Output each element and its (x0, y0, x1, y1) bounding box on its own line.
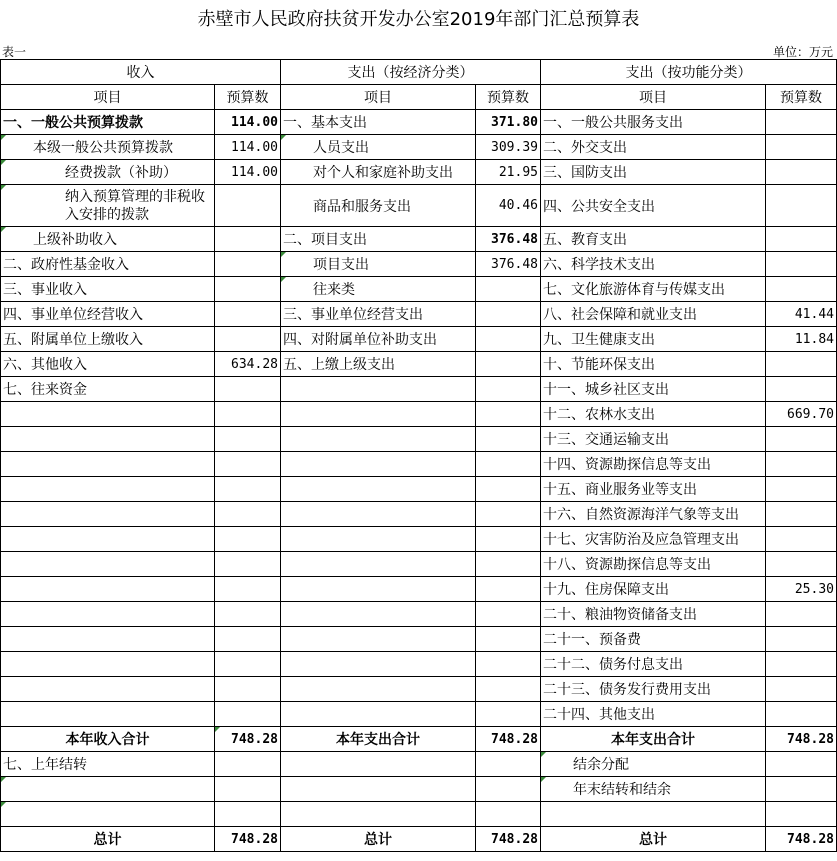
income-amount (215, 527, 281, 552)
econ-expense-amount (476, 677, 541, 702)
empty-cell (215, 802, 281, 827)
table-row (1, 427, 837, 452)
column-header-item: 项目 (541, 85, 766, 110)
income-item: 六、其他收入 (1, 352, 215, 377)
func-expense-amount (766, 777, 837, 802)
econ-expense-item: 三、事业单位经营支出 (281, 302, 476, 327)
func-expense-amount (766, 627, 837, 652)
econ-expense-amount (476, 627, 541, 652)
econ-expense-item (281, 577, 476, 602)
econ-subtotal-label: 本年支出合计 (281, 727, 476, 752)
income-item: 二、政府性基金收入 (1, 252, 215, 277)
func-expense-amount (766, 135, 837, 160)
income-amount (215, 477, 281, 502)
func-subtotal-amount: 748.28 (766, 727, 837, 752)
econ-expense-amount (476, 527, 541, 552)
econ-expense-amount (476, 402, 541, 427)
table-row (1, 227, 837, 252)
budget-table (0, 59, 837, 852)
table-row (1, 777, 837, 802)
income-amount (215, 327, 281, 352)
func-expense-amount (766, 452, 837, 477)
func-expense-amount (766, 160, 837, 185)
empty-cell (541, 802, 766, 827)
income-amount: 114.00 (215, 160, 281, 185)
income-amount (215, 702, 281, 727)
func-expense-item: 九、卫生健康支出 (541, 327, 766, 352)
func-expense-item: 七、文化旅游体育与传媒支出 (541, 277, 766, 302)
table-row (1, 110, 837, 135)
econ-expense-item: 二、项目支出 (281, 227, 476, 252)
econ-total-amount: 748.28 (476, 827, 541, 852)
table-row (1, 627, 837, 652)
header-row-sections (1, 60, 837, 85)
income-amount (215, 502, 281, 527)
table-row (1, 652, 837, 677)
func-expense-item: 十、节能环保支出 (541, 352, 766, 377)
func-expense-amount (766, 252, 837, 277)
func-expense-amount: 41.44 (766, 302, 837, 327)
income-amount (215, 377, 281, 402)
income-item (1, 702, 215, 727)
econ-expense-amount: 309.39 (476, 135, 541, 160)
econ-expense-amount (476, 752, 541, 777)
table-row (1, 752, 837, 777)
econ-expense-item (281, 377, 476, 402)
func-expense-item: 十九、住房保障支出 (541, 577, 766, 602)
table-row (1, 377, 837, 402)
func-expense-amount (766, 377, 837, 402)
func-expense-item: 结余分配 (541, 752, 766, 777)
income-item: 上级补助收入 (1, 227, 215, 252)
table-row (1, 352, 837, 377)
income-amount (215, 252, 281, 277)
table-row (1, 135, 837, 160)
income-amount (215, 652, 281, 677)
func-expense-item: 十六、自然资源海洋气象等支出 (541, 502, 766, 527)
econ-expense-amount (476, 502, 541, 527)
econ-section-header: 支出（按经济分类） (281, 60, 541, 85)
econ-expense-amount (476, 377, 541, 402)
func-expense-item: 二十三、债务发行费用支出 (541, 677, 766, 702)
econ-expense-amount (476, 552, 541, 577)
table-row (1, 677, 837, 702)
table-number: 表一 (2, 45, 27, 59)
income-amount (215, 227, 281, 252)
func-expense-item: 四、公共安全支出 (541, 185, 766, 227)
econ-expense-amount (476, 777, 541, 802)
func-expense-amount (766, 352, 837, 377)
econ-expense-item (281, 452, 476, 477)
income-item: 本级一般公共预算拨款 (1, 135, 215, 160)
econ-expense-item (281, 527, 476, 552)
func-expense-amount (766, 227, 837, 252)
econ-total-label: 总计 (281, 827, 476, 852)
func-expense-item: 十一、城乡社区支出 (541, 377, 766, 402)
econ-expense-item: 一、基本支出 (281, 110, 476, 135)
income-amount (215, 602, 281, 627)
income-amount (215, 777, 281, 802)
func-expense-item: 二、外交支出 (541, 135, 766, 160)
econ-expense-item (281, 502, 476, 527)
func-expense-item: 十八、资源勘探信息等支出 (541, 552, 766, 577)
econ-expense-item (281, 677, 476, 702)
income-subtotal-amount: 748.28 (215, 727, 281, 752)
income-amount (215, 302, 281, 327)
table-row (1, 527, 837, 552)
func-expense-item: 年末结转和结余 (541, 777, 766, 802)
column-header-amount: 预算数 (766, 85, 837, 110)
income-item (1, 502, 215, 527)
func-expense-item: 六、科学技术支出 (541, 252, 766, 277)
func-expense-item: 十七、灾害防治及应急管理支出 (541, 527, 766, 552)
econ-expense-amount (476, 702, 541, 727)
func-expense-amount (766, 477, 837, 502)
income-amount (215, 277, 281, 302)
income-amount (215, 552, 281, 577)
income-item: 一、一般公共预算拨款 (1, 110, 215, 135)
func-expense-amount (766, 652, 837, 677)
econ-expense-item: 商品和服务支出 (281, 185, 476, 227)
econ-expense-item (281, 627, 476, 652)
econ-expense-amount (476, 477, 541, 502)
income-item (1, 777, 215, 802)
func-expense-amount (766, 110, 837, 135)
econ-expense-item (281, 402, 476, 427)
income-amount: 114.00 (215, 135, 281, 160)
table-row (1, 327, 837, 352)
func-subtotal-label: 本年支出合计 (541, 727, 766, 752)
econ-expense-amount (476, 427, 541, 452)
func-expense-amount: 25.30 (766, 577, 837, 602)
func-expense-amount (766, 427, 837, 452)
column-header-item: 项目 (281, 85, 476, 110)
income-item: 七、往来资金 (1, 377, 215, 402)
func-expense-item: 十三、交通运输支出 (541, 427, 766, 452)
income-item: 纳入预算管理的非税收入安排的拨款 (1, 185, 215, 227)
income-item (1, 452, 215, 477)
econ-expense-amount: 40.46 (476, 185, 541, 227)
func-total-label: 总计 (541, 827, 766, 852)
empty-cell (1, 802, 215, 827)
table-row (1, 252, 837, 277)
income-amount (215, 627, 281, 652)
income-item: 五、附属单位上缴收入 (1, 327, 215, 352)
table-row (1, 702, 837, 727)
func-expense-amount (766, 277, 837, 302)
table-row (1, 502, 837, 527)
func-expense-item: 二十一、预备费 (541, 627, 766, 652)
table-row (1, 452, 837, 477)
income-item: 经费拨款（补助） (1, 160, 215, 185)
column-header-amount: 预算数 (215, 85, 281, 110)
econ-expense-item (281, 477, 476, 502)
income-item (1, 602, 215, 627)
func-expense-amount (766, 602, 837, 627)
func-expense-amount (766, 677, 837, 702)
econ-expense-amount (476, 327, 541, 352)
econ-expense-amount: 371.80 (476, 110, 541, 135)
income-total-amount: 748.28 (215, 827, 281, 852)
func-expense-amount (766, 702, 837, 727)
empty-row (1, 802, 837, 827)
func-expense-item: 二十四、其他支出 (541, 702, 766, 727)
income-amount (215, 752, 281, 777)
econ-expense-amount (476, 277, 541, 302)
func-expense-item: 五、教育支出 (541, 227, 766, 252)
income-subtotal-label: 本年收入合计 (1, 727, 215, 752)
func-expense-item: 二十二、债务付息支出 (541, 652, 766, 677)
income-item (1, 652, 215, 677)
table-row (1, 302, 837, 327)
income-item (1, 477, 215, 502)
table-row (1, 277, 837, 302)
econ-expense-amount: 376.48 (476, 227, 541, 252)
empty-cell (766, 802, 837, 827)
income-item: 四、事业单位经营收入 (1, 302, 215, 327)
table-row (1, 402, 837, 427)
econ-expense-amount (476, 352, 541, 377)
func-expense-item: 十五、商业服务业等支出 (541, 477, 766, 502)
func-expense-amount (766, 752, 837, 777)
table-row (1, 185, 837, 227)
econ-expense-item (281, 702, 476, 727)
column-header-amount: 预算数 (476, 85, 541, 110)
econ-expense-item: 人员支出 (281, 135, 476, 160)
table-body (1, 60, 837, 852)
econ-expense-item (281, 552, 476, 577)
econ-expense-item (281, 427, 476, 452)
empty-cell (281, 802, 476, 827)
income-amount: 634.28 (215, 352, 281, 377)
func-expense-item: 二十、粮油物资储备支出 (541, 602, 766, 627)
unit-label: 单位：万元 (772, 45, 833, 59)
econ-expense-amount (476, 577, 541, 602)
income-section-header: 收入 (1, 60, 281, 85)
table-row (1, 552, 837, 577)
func-expense-item: 十四、资源勘探信息等支出 (541, 452, 766, 477)
econ-expense-item: 项目支出 (281, 252, 476, 277)
income-total-label: 总计 (1, 827, 215, 852)
income-item (1, 427, 215, 452)
total-row (1, 827, 837, 852)
income-item (1, 527, 215, 552)
income-amount: 114.00 (215, 110, 281, 135)
econ-expense-amount (476, 302, 541, 327)
table-row (1, 477, 837, 502)
income-amount (215, 427, 281, 452)
func-expense-amount (766, 527, 837, 552)
econ-subtotal-amount: 748.28 (476, 727, 541, 752)
column-header-item: 项目 (1, 85, 215, 110)
econ-expense-item: 四、对附属单位补助支出 (281, 327, 476, 352)
func-expense-amount (766, 185, 837, 227)
econ-expense-item (281, 752, 476, 777)
income-item (1, 577, 215, 602)
econ-expense-amount: 21.95 (476, 160, 541, 185)
econ-expense-item (281, 777, 476, 802)
econ-expense-item: 五、上缴上级支出 (281, 352, 476, 377)
func-section-header: 支出（按功能分类） (541, 60, 837, 85)
income-item (1, 677, 215, 702)
econ-expense-amount: 376.48 (476, 252, 541, 277)
table-row (1, 577, 837, 602)
empty-cell (476, 802, 541, 827)
func-expense-amount (766, 552, 837, 577)
func-expense-amount: 669.70 (766, 402, 837, 427)
income-amount (215, 577, 281, 602)
income-item: 七、上年结转 (1, 752, 215, 777)
func-total-amount: 748.28 (766, 827, 837, 852)
header-row-columns (1, 85, 837, 110)
income-item (1, 627, 215, 652)
func-expense-item: 八、社会保障和就业支出 (541, 302, 766, 327)
income-amount (215, 677, 281, 702)
func-expense-amount: 11.84 (766, 327, 837, 352)
econ-expense-item (281, 652, 476, 677)
econ-expense-item: 往来类 (281, 277, 476, 302)
func-expense-item: 三、国防支出 (541, 160, 766, 185)
func-expense-item: 十二、农林水支出 (541, 402, 766, 427)
econ-expense-item (281, 602, 476, 627)
table-row (1, 602, 837, 627)
income-item (1, 552, 215, 577)
income-amount (215, 452, 281, 477)
econ-expense-item: 对个人和家庭补助支出 (281, 160, 476, 185)
econ-expense-amount (476, 602, 541, 627)
econ-expense-amount (476, 652, 541, 677)
income-item: 三、事业收入 (1, 277, 215, 302)
econ-expense-amount (476, 452, 541, 477)
subtotal-row (1, 727, 837, 752)
income-amount (215, 402, 281, 427)
income-amount (215, 185, 281, 227)
table-row (1, 160, 837, 185)
func-expense-amount (766, 502, 837, 527)
income-item (1, 402, 215, 427)
page-title: 赤壁市人民政府扶贫开发办公室2019年部门汇总预算表 (197, 9, 640, 30)
func-expense-item: 一、一般公共服务支出 (541, 110, 766, 135)
